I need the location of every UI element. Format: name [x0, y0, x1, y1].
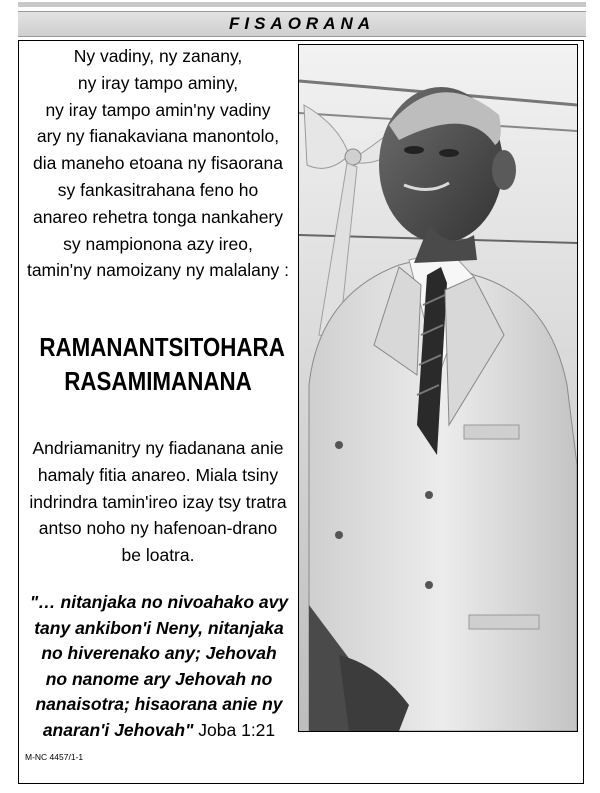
prayer-text [20, 435, 296, 569]
portrait-photo [298, 44, 578, 732]
intro-line: tamin'ny namoizany ny malalany : [26, 260, 290, 281]
verse-line: anaran'i Jehovah" [42, 719, 194, 740]
intro-line: Ny vadiny, ny zanany, [73, 46, 243, 66]
deceased-name [39, 330, 285, 398]
intro-line: dia maneho etoana ny fisaorana [32, 153, 284, 174]
intro-line: ary ny fianakaviana manontolo, [36, 126, 280, 147]
top-rule [18, 2, 586, 7]
verse-line: no nanome ary Jehovah no [45, 668, 273, 689]
verse-last-line [22, 718, 296, 744]
verse-line: tany ankibon'i Neny, nitanjaka [34, 617, 284, 638]
deceased-name-line1: RAMANANTSITOHARA [39, 332, 285, 362]
intro-line: sy fankasitrahana feno ho [57, 179, 259, 200]
intro-line: sy nampionona azy ireo, [63, 233, 253, 254]
intro-text [20, 43, 296, 284]
verse-line: nanaisotra; hisaorana anie ny [35, 694, 283, 714]
header-title: FISAORANA [228, 14, 376, 33]
intro-line: anareo rehetra tonga nankahery [32, 206, 284, 227]
prayer-line: be loatra. [121, 545, 195, 566]
prayer-line: Andriamanitry ny fiadanana anie [32, 438, 284, 458]
prayer-line: hamaly fitia anareo. Miala tsiny [37, 464, 279, 485]
portrait-illustration [299, 45, 577, 731]
intro-line: ny iray tampo aminy, [77, 72, 239, 93]
verse-reference: Joba 1:21 [198, 719, 276, 740]
intro-line: ny iray tampo amin'ny vadiny [45, 99, 271, 120]
prayer-line: indrindra tamin'ireo izay tsy tratra [29, 491, 287, 512]
bible-verse [22, 590, 296, 743]
verse-line: "… nitanjaka no nivoahako avy [29, 592, 289, 612]
deceased-name-line2: RASAMIMANANA [64, 366, 252, 396]
prayer-line: antso noho ny hafenoan-drano [38, 518, 278, 539]
verse-line: no hiverenako any; Jehovah [41, 643, 277, 663]
header-bar [18, 11, 586, 37]
ad-reference-code: M-NC 4457/1-1 [25, 752, 84, 762]
